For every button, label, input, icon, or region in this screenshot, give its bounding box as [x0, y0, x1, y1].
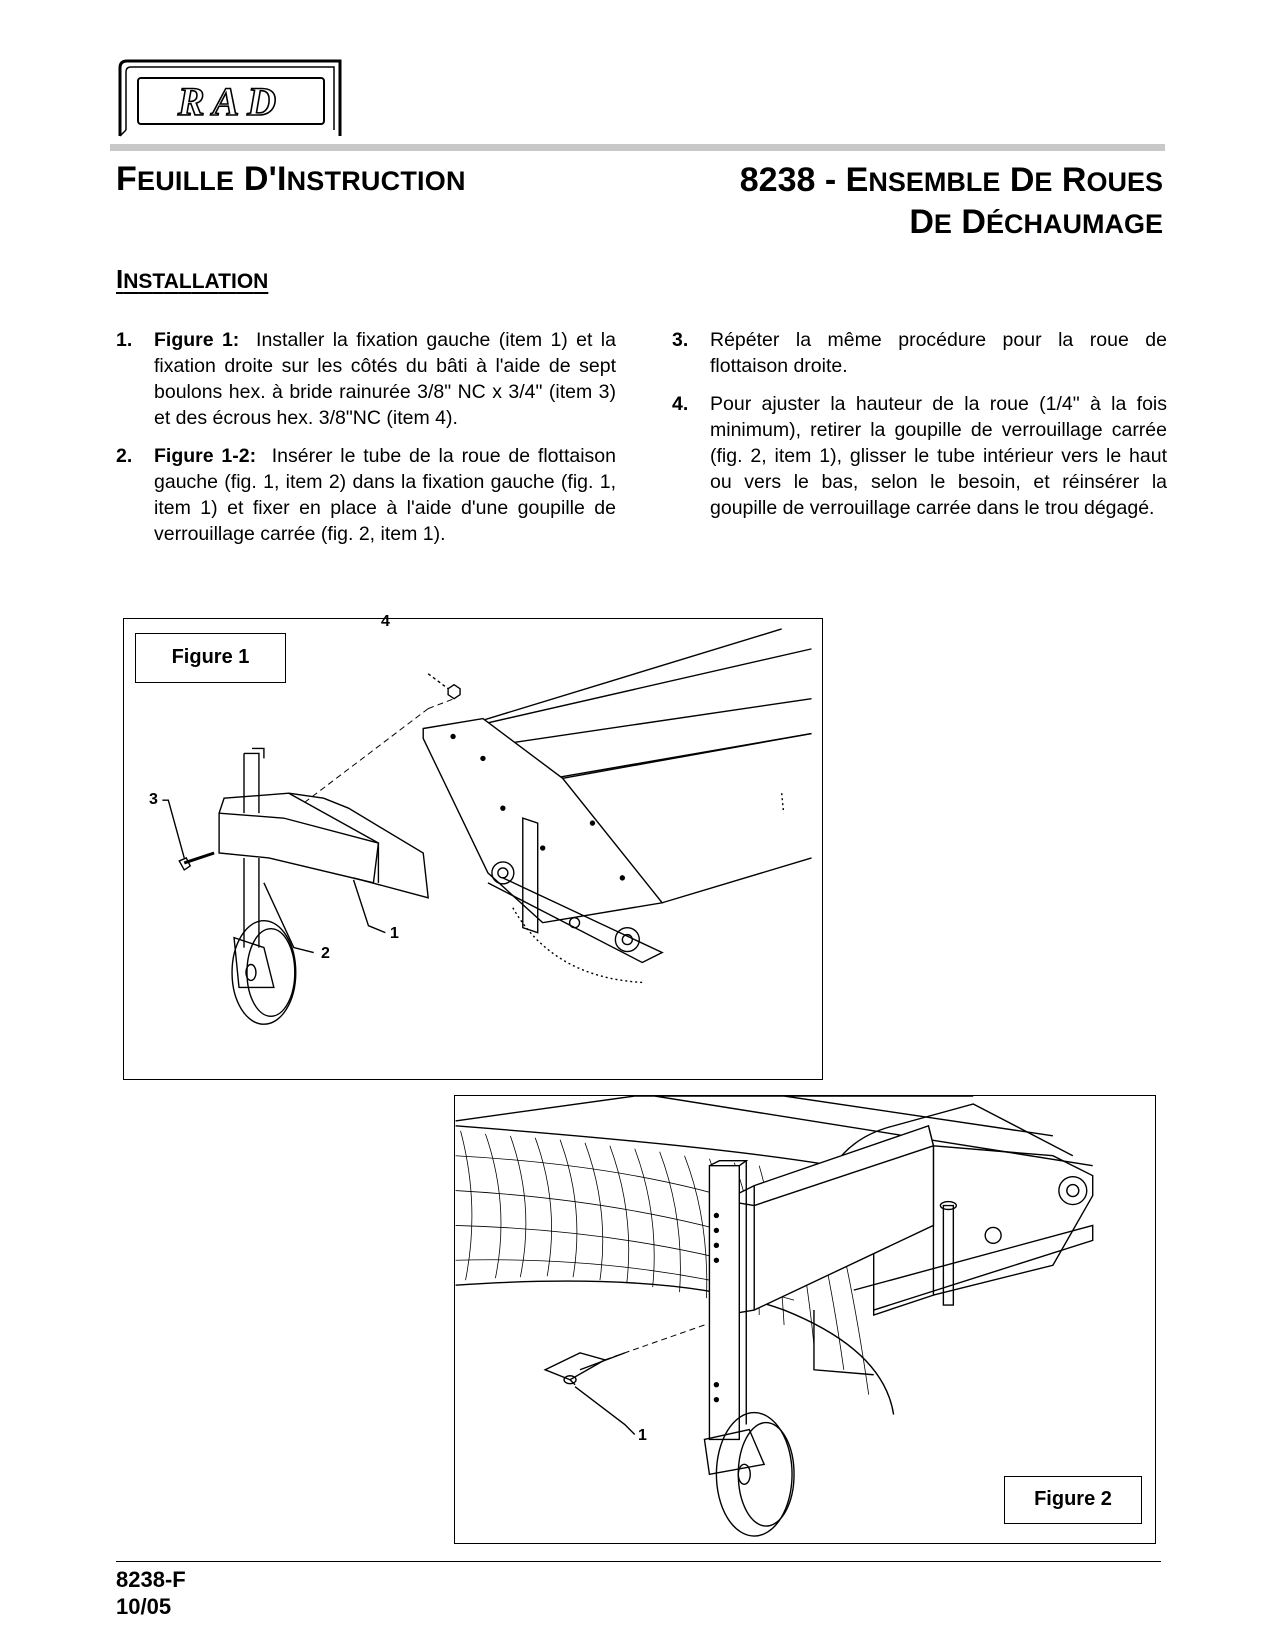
step-text: Insérer le tube de la roue de flottaison gauche (fig. 1, item 2) dans la fixation gauche (fig. 1, item 1) et fixer en place à l'aide d'une goupille de verrouillage carrée (fig. 2, item 1). [154, 445, 616, 545]
step-label: Figure 1-2: [154, 445, 257, 467]
figure-2 [454, 1095, 1156, 1544]
instructions-left-column [116, 327, 616, 559]
callout-1: 1 [390, 925, 399, 942]
product-title-line1: 8238 - ENSEMBLE DE ROUES [739, 161, 1163, 199]
step-label: Figure 1: [154, 329, 240, 351]
svg-text:RAD: RAD [177, 79, 285, 124]
step-text: Installer la fixation gauche (item 1) et la fixation droite sur les côtés du bâti à l'aide de sept boulons hex. à bride rainurée 3/8" NC x 3/4" (item 3) et des écrous hex. 3/8"NC (item 4). [154, 329, 616, 429]
doc-date: 10/05 [116, 1594, 172, 1619]
header-rule [110, 144, 1165, 151]
callout-2: 2 [321, 945, 330, 962]
product-title [740, 160, 1163, 244]
callout-3: 3 [149, 791, 158, 808]
step-1 [116, 327, 616, 431]
title-left-text: FEUILLE D'INSTRUCTION [116, 160, 466, 198]
step-3 [672, 327, 1167, 379]
step-number: 2. [116, 445, 133, 467]
step-text: Répéter la même procédure pour la roue de flottaison droite. [710, 329, 1167, 377]
page-title [116, 160, 466, 199]
step-number: 1. [116, 329, 133, 351]
step-number: 3. [672, 329, 689, 351]
callout-1: 1 [638, 1427, 647, 1444]
figure-1-drawing [124, 619, 822, 1079]
product-title-line2: DE DÉCHAUMAGE [909, 203, 1163, 241]
figure-1-label: Figure 1 [135, 633, 286, 683]
instructions-right-column [672, 327, 1167, 533]
figure-1 [123, 613, 823, 1080]
footer-rule [116, 1561, 1161, 1562]
step-2 [116, 443, 616, 547]
section-heading-text: INSTALLATION [116, 264, 269, 294]
step-number: 4. [672, 393, 689, 415]
callout-4: 4 [381, 613, 390, 630]
step-text: Pour ajuster la hauteur de la roue (1/4" à la fois minimum), retirer la goupille de verrouillage carrée (fig. 2, item 1), glisser le tube intérieur vers le haut ou vers le bas, selon le besoin, et réinsérer la goupille de verrouillage carrée dans le trou dégagé. [710, 393, 1167, 519]
step-4 [672, 391, 1167, 521]
footer [116, 1566, 186, 1620]
section-heading [116, 264, 268, 295]
figure-2-label: Figure 2 [1004, 1476, 1142, 1524]
doc-number: 8238-F [116, 1567, 186, 1592]
rad-logo [116, 58, 348, 140]
